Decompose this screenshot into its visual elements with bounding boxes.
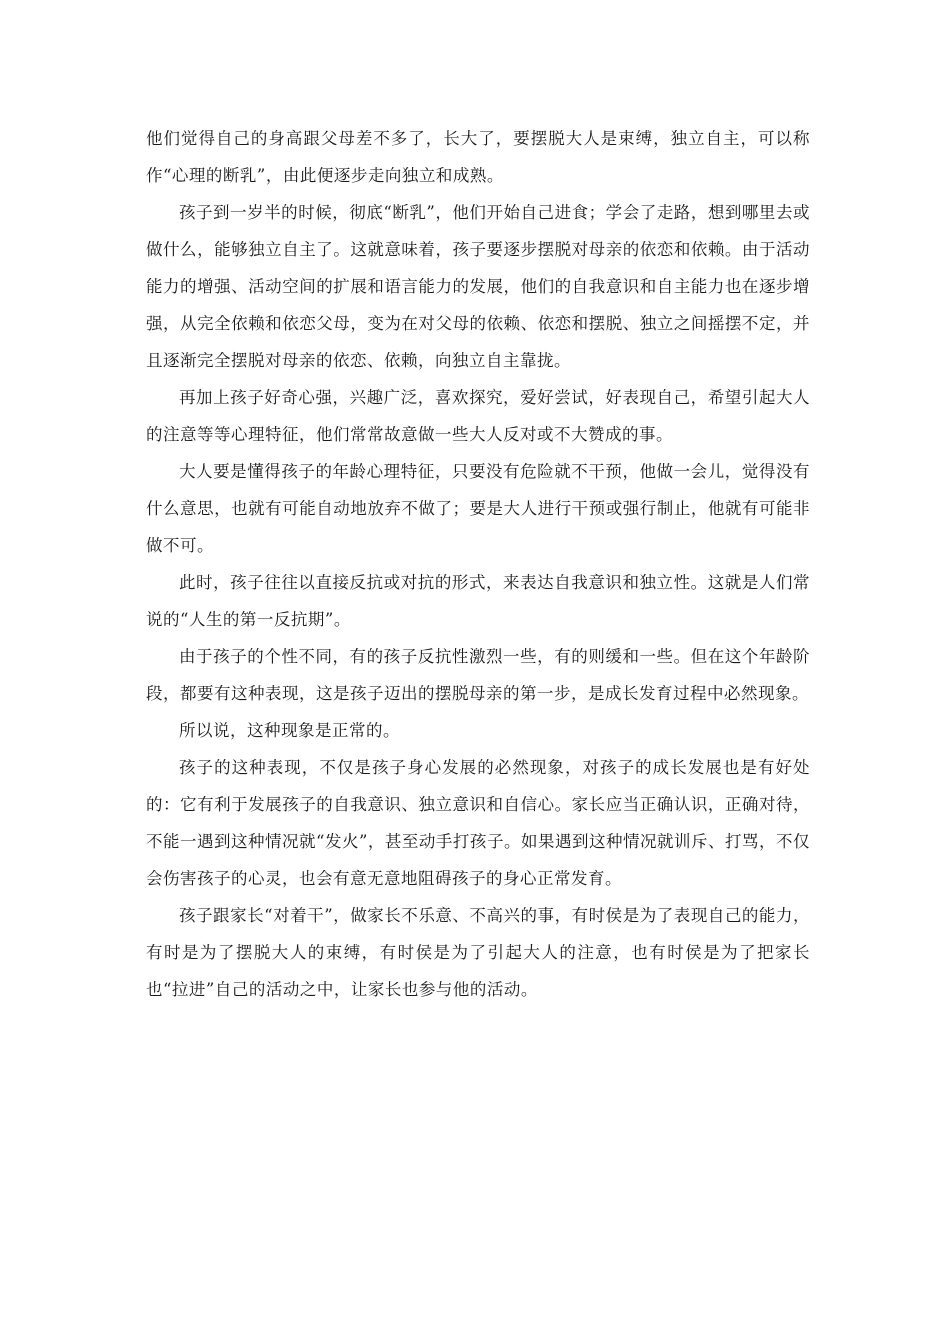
paragraph-7: 所以说，这种现象是正常的。	[179, 721, 400, 740]
paragraph-6: 由于孩子的个性不同，有的孩子反抗性激烈一些，有的则缓和一些。但在这个年龄阶段，都要有这种表现，这是孩子迈出的摆脱母亲的第一步，是成长发育过程中必然现象。	[146, 647, 810, 703]
paragraph-9: 孩子跟家长“对着干”，做家长不乐意、不高兴的事，有时侯是为了表现自己的能力，有时是为了摆脱大人的束缚，有时侯是为了引起大人的注意，也有时侯是为了把家长也“拉进”自己的活动之中，让家长也参与他的活动。	[146, 906, 810, 999]
paragraph-2: 孩子到一岁半的时候，彻底“断乳”，他们开始自己进食；学会了走路，想到哪里去或做什么，能够独立自主了。这就意味着，孩子要逐步摆脱对母亲的依恋和依赖。由于活动能力的增强、活动空间的扩展和语言能力的发展，他们的自我意识和自主能力也在逐步增强，从完全依赖和依恋父母，变为在对父母的依赖、依恋和摆脱、独立之间摇摆不定，并且逐渐完全摆脱对母亲的依恋、依赖，向独立自主靠拢。	[146, 203, 810, 370]
paragraph-4: 大人要是懂得孩子的年龄心理特征，只要没有危险就不干预，他做一会儿，觉得没有什么意思，也就有可能自动地放弃不做了；要是大人进行干预或强行制止，他就有可能非做不可。	[146, 462, 810, 555]
paragraph-1: 他们觉得自己的身高跟父母差不多了，长大了，要摆脱大人是束缚，独立自主，可以称作“心理的断乳”，由此便逐步走向独立和成熟。	[146, 129, 810, 185]
document-body	[146, 120, 810, 1008]
paragraph-8: 孩子的这种表现，不仅是孩子身心发展的必然现象，对孩子的成长发展也是有好处的：它有利于发展孩子的自我意识、独立意识和自信心。家长应当正确认识，正确对待，不能一遇到这种情况就“发火”，甚至动手打孩子。如果遇到这种情况就训斥、打骂，不仅会伤害孩子的心灵，也会有意无意地阻碍孩子的身心正常发育。	[146, 758, 810, 888]
paragraph-3: 再加上孩子好奇心强，兴趣广泛，喜欢探究，爱好尝试，好表现自己，希望引起大人的注意等等心理特征，他们常常故意做一些大人反对或不大赞成的事。	[146, 388, 810, 444]
paragraph-5: 此时，孩子往往以直接反抗或对抗的形式，来表达自我意识和独立性。这就是人们常说的“人生的第一反抗期”。	[146, 573, 810, 629]
